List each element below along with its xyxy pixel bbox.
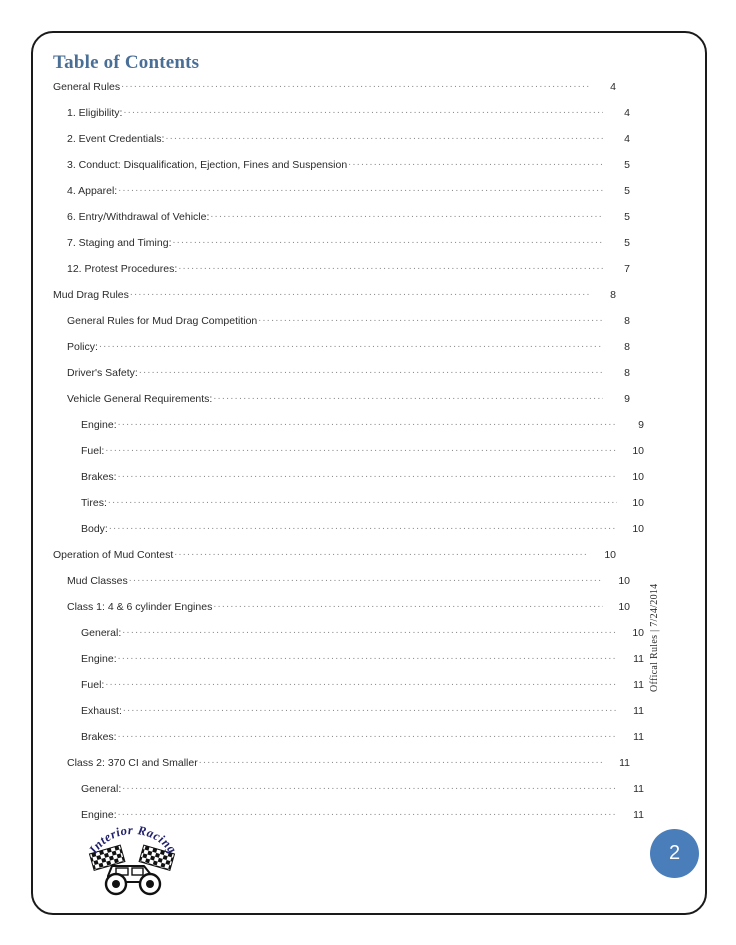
toc-entry-label: Engine: [81, 809, 117, 821]
toc-entry[interactable] [53, 469, 644, 495]
toc-leader-dots [105, 443, 617, 454]
toc-leader-dots [213, 599, 603, 610]
toc-entry-page-number: 8 [624, 341, 630, 353]
toc-leader-dots [105, 677, 617, 688]
toc-leader-dots [118, 469, 617, 480]
toc-entry-label: 3. Conduct: Disqualification, Ejection, Fines and Suspension [67, 159, 348, 171]
toc-entry-label: 12. Protest Procedures: [67, 263, 178, 275]
toc-entry[interactable] [53, 79, 616, 105]
toc-entry-page-number: 10 [632, 627, 644, 639]
toc-leader-dots [130, 287, 589, 298]
toc-entry-label: 2. Event Credentials: [67, 133, 165, 145]
toc-entry[interactable] [53, 235, 630, 261]
toc-entry-label: 6. Entry/Withdrawal of Vehicle: [67, 211, 210, 223]
toc-entry-label: Vehicle General Requirements: [67, 393, 213, 405]
toc-entry[interactable] [53, 417, 644, 443]
toc-leader-dots [213, 391, 603, 402]
toc-entry-page-number: 8 [610, 289, 616, 301]
toc-entry-page-number: 5 [624, 211, 630, 223]
toc-entry[interactable] [53, 287, 616, 313]
toc-entry-page-number: 11 [633, 705, 644, 717]
toc-entry-page-number: 11 [633, 783, 644, 795]
toc-entry[interactable] [53, 261, 630, 287]
toc-entry-label: Tires: [81, 497, 107, 509]
toc-leader-dots [118, 417, 617, 428]
toc-entry[interactable] [53, 443, 644, 469]
toc-entry-page-number: 11 [633, 731, 644, 743]
toc-entry-label: General Rules for Mud Drag Competition [67, 315, 258, 327]
toc-entry[interactable] [53, 703, 644, 729]
toc-entry-page-number: 8 [624, 315, 630, 327]
toc-entry-page-number: 10 [632, 445, 644, 457]
toc-entry-label: 1. Eligibility: [67, 107, 123, 119]
toc-entry[interactable] [53, 677, 644, 703]
toc-leader-dots [109, 521, 617, 532]
toc-entry[interactable] [53, 105, 630, 131]
toc-entry-label: Engine: [81, 653, 117, 665]
toc-entry-page-number: 11 [633, 809, 644, 821]
toc-entry-label: Class 2: 370 CI and Smaller [67, 757, 198, 769]
toc-leader-dots [129, 573, 603, 584]
toc-entry-page-number: 10 [604, 549, 616, 561]
toc-entry-page-number: 7 [624, 263, 630, 275]
toc-entry-page-number: 11 [633, 653, 644, 665]
toc-entry-label: Operation of Mud Contest [53, 549, 174, 561]
toc-leader-dots [99, 339, 603, 350]
toc-entry-label: General: [81, 627, 122, 639]
toc-leader-dots [121, 79, 589, 90]
toc-entry[interactable] [53, 313, 630, 339]
toc-entry-label: Fuel: [81, 445, 105, 457]
table-of-contents-list [53, 79, 644, 833]
page-number-badge: 2 [650, 829, 699, 878]
toc-entry-page-number: 9 [624, 393, 630, 405]
logo-top-text: Interior Racing [86, 824, 180, 857]
toc-entry-page-number: 5 [624, 185, 630, 197]
toc-entry-page-number: 4 [624, 107, 630, 119]
monster-truck-icon [106, 866, 160, 894]
toc-entry[interactable] [53, 625, 644, 651]
toc-entry-label: Brakes: [81, 731, 117, 743]
toc-entry[interactable] [53, 651, 644, 677]
toc-entry-page-number: 9 [638, 419, 644, 431]
toc-leader-dots [172, 235, 603, 246]
toc-leader-dots [123, 105, 603, 116]
toc-entry-page-number: 4 [610, 81, 616, 93]
toc-entry-label: Exhaust: [81, 705, 122, 717]
toc-leader-dots [178, 261, 603, 272]
interior-racing-association-logo [78, 824, 188, 908]
toc-leader-dots [210, 209, 603, 220]
toc-entry[interactable] [53, 755, 630, 781]
toc-leader-dots [348, 157, 603, 168]
toc-entry-label: Brakes: [81, 471, 117, 483]
toc-entry-page-number: 5 [624, 237, 630, 249]
toc-leader-dots [123, 703, 617, 714]
page-title: Table of Contents [53, 52, 200, 73]
toc-entry[interactable] [53, 495, 644, 521]
toc-entry-page-number: 10 [632, 471, 644, 483]
toc-leader-dots [139, 365, 603, 376]
toc-entry[interactable] [53, 781, 644, 807]
toc-leader-dots [118, 183, 603, 194]
toc-entry[interactable] [53, 131, 630, 157]
toc-entry[interactable] [53, 599, 630, 625]
side-footer-note: Offical Rules | 7/24/2014 [649, 583, 660, 692]
toc-leader-dots [174, 547, 589, 558]
toc-entry[interactable] [53, 209, 630, 235]
toc-entry-label: Class 1: 4 & 6 cylinder Engines [67, 601, 213, 613]
toc-leader-dots [165, 131, 603, 142]
toc-leader-dots [122, 781, 617, 792]
toc-entry-label: Mud Drag Rules [53, 289, 129, 301]
toc-leader-dots [118, 807, 617, 818]
toc-entry[interactable] [53, 365, 630, 391]
toc-leader-dots [258, 313, 603, 324]
toc-leader-dots [118, 651, 617, 662]
toc-entry-label: Fuel: [81, 679, 105, 691]
toc-entry-page-number: 10 [632, 497, 644, 509]
toc-entry[interactable] [53, 521, 644, 547]
toc-leader-dots [108, 495, 617, 506]
toc-entry-label: Policy: [67, 341, 98, 353]
toc-entry[interactable] [53, 729, 644, 755]
toc-entry-label: Driver's Safety: [67, 367, 138, 379]
toc-entry-label: General Rules [53, 81, 121, 93]
toc-entry-label: General: [81, 783, 122, 795]
toc-entry-label: 7. Staging and Timing: [67, 237, 172, 249]
toc-entry-page-number: 11 [633, 679, 644, 691]
toc-entry[interactable] [53, 391, 630, 417]
toc-entry-page-number: 10 [632, 523, 644, 535]
toc-leader-dots [122, 625, 617, 636]
toc-entry-page-number: 4 [624, 133, 630, 145]
toc-entry[interactable] [53, 339, 630, 365]
toc-entry-label: 4. Apparel: [67, 185, 118, 197]
toc-entry-page-number: 5 [624, 159, 630, 171]
toc-leader-dots [199, 755, 603, 766]
toc-entry[interactable] [53, 547, 616, 573]
toc-entry[interactable] [53, 157, 630, 183]
toc-entry[interactable] [53, 573, 630, 599]
toc-entry-page-number: 10 [618, 601, 630, 613]
toc-entry-label: Body: [81, 523, 108, 535]
toc-entry-label: Engine: [81, 419, 117, 431]
toc-entry-page-number: 8 [624, 367, 630, 379]
toc-entry-page-number: 11 [619, 757, 630, 769]
toc-entry-label: Mud Classes [67, 575, 128, 587]
toc-leader-dots [118, 729, 617, 740]
toc-entry[interactable] [53, 183, 630, 209]
toc-entry-page-number: 10 [618, 575, 630, 587]
